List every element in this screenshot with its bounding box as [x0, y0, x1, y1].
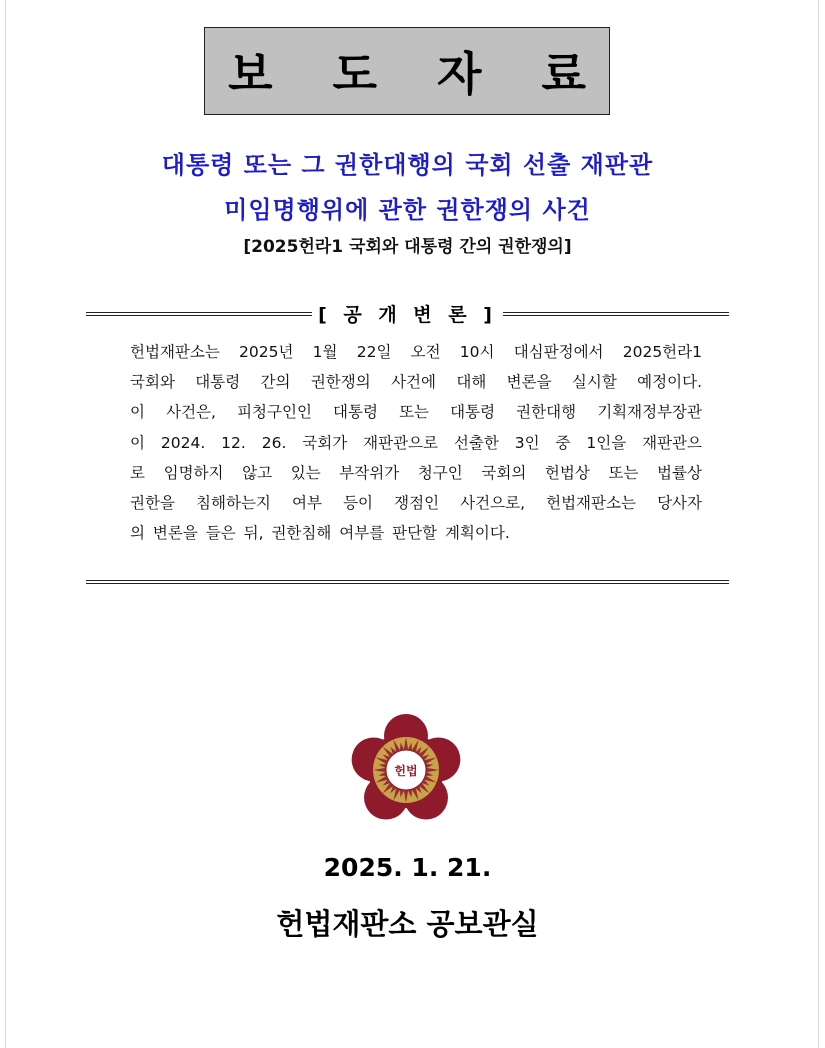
body-word: 12. — [221, 433, 246, 452]
body-word: 헌법재판소는 — [130, 343, 220, 361]
headline-line-1: 대통령 또는 그 권한대행의 국회 선출 재판관 — [161, 151, 654, 179]
body-word: 국회와 — [130, 373, 175, 392]
body-word: 26. — [261, 433, 287, 452]
section-rule-right — [503, 312, 729, 316]
press-release-title-box — [204, 27, 610, 115]
body-word: 실시할 — [571, 373, 617, 392]
body-word: 2025헌라1 — [622, 343, 702, 361]
body-word: 당사자 — [657, 493, 702, 512]
body-word: 22일 — [356, 343, 392, 361]
body-word: 침해하는지 — [196, 493, 271, 512]
body-word: 국회가 — [302, 433, 348, 452]
body-word: 2025년 — [239, 343, 294, 361]
body-word: 대통령 — [333, 403, 378, 422]
body-word: 대통령 — [195, 373, 241, 392]
body-word: 10시 — [459, 343, 495, 361]
section-rule-bottom — [86, 580, 729, 584]
body-word: 대통령 — [450, 403, 496, 422]
body-line — [130, 397, 702, 427]
body-word: 부작위가 — [339, 463, 400, 482]
body-word: 이 — [130, 403, 145, 422]
body-word: 3인 — [514, 433, 540, 452]
body-word: 2024. — [160, 433, 206, 452]
body-word: 1인을 — [586, 433, 627, 452]
body-word: 간의 — [260, 373, 291, 392]
body-line — [130, 367, 702, 397]
body-word: 있는 — [290, 463, 321, 482]
release-date: 2025. 1. 21. — [323, 853, 492, 882]
body-line-text: 의 변론을 들은 뒤, 권한침해 여부를 판단할 계획이다. — [130, 524, 510, 543]
body-word: 기획재정부장관 — [597, 403, 702, 422]
case-number: [2025헌라1 국회와 대통령 간의 권한쟁의] — [243, 237, 572, 257]
emblem-text: 헌법 — [394, 764, 418, 778]
body-word: 또는 — [399, 403, 430, 422]
body-word: 권한대행 — [516, 403, 577, 422]
body-word: 재판관으 — [642, 433, 702, 452]
body-word: 사건에 — [391, 373, 436, 392]
body-word: 쟁점인 — [394, 493, 440, 512]
body-line — [130, 518, 702, 548]
body-word: 사건으로, — [460, 493, 525, 512]
body-word: 헌법상 — [544, 463, 590, 482]
body-word: 피청구인인 — [237, 403, 312, 422]
body-word: 중 — [555, 433, 571, 452]
body-word: 이 — [130, 433, 145, 452]
press-release-title: 보 도 자 료 — [228, 47, 608, 101]
body-word: 변론을 — [506, 373, 552, 392]
body-word: 법률상 — [657, 463, 702, 482]
body-paragraph — [130, 337, 702, 548]
body-word: 않고 — [242, 463, 273, 482]
body-word: 대해 — [456, 373, 487, 392]
body-line — [130, 458, 702, 488]
body-word: 등이 — [343, 493, 374, 512]
section-rule-left — [86, 312, 312, 316]
body-word: 대심판정에서 — [513, 343, 604, 361]
constitutional-court-emblem — [350, 714, 462, 826]
body-word: 오전 — [410, 343, 441, 361]
body-word: 헌법재판소는 — [546, 493, 636, 512]
body-word: 권한쟁의 — [310, 373, 371, 392]
body-line — [130, 488, 702, 518]
body-word: 1월 — [312, 343, 338, 361]
issuing-office: 헌법재판소 공보관실 — [276, 907, 539, 941]
body-word: 선출한 — [453, 433, 499, 452]
headline-line-2: 미임명행위에 관한 권한쟁의 사건 — [224, 196, 591, 224]
body-word: 또는 — [608, 463, 639, 482]
body-line — [130, 337, 702, 367]
body-line — [130, 428, 702, 458]
body-word: 청구인 — [417, 463, 463, 482]
body-word: 재판관으로 — [363, 433, 438, 452]
body-word: 로 — [130, 463, 145, 482]
body-word: 국회의 — [481, 463, 527, 482]
body-word: 예정이다. — [637, 373, 702, 392]
body-word: 사건은, — [166, 403, 216, 422]
section-label: [ 공 개 변 론 ] — [318, 304, 497, 326]
body-word: 임명하지 — [163, 463, 224, 482]
body-word: 권한을 — [130, 493, 175, 512]
body-word: 여부 — [292, 493, 322, 512]
section-header — [86, 300, 729, 328]
